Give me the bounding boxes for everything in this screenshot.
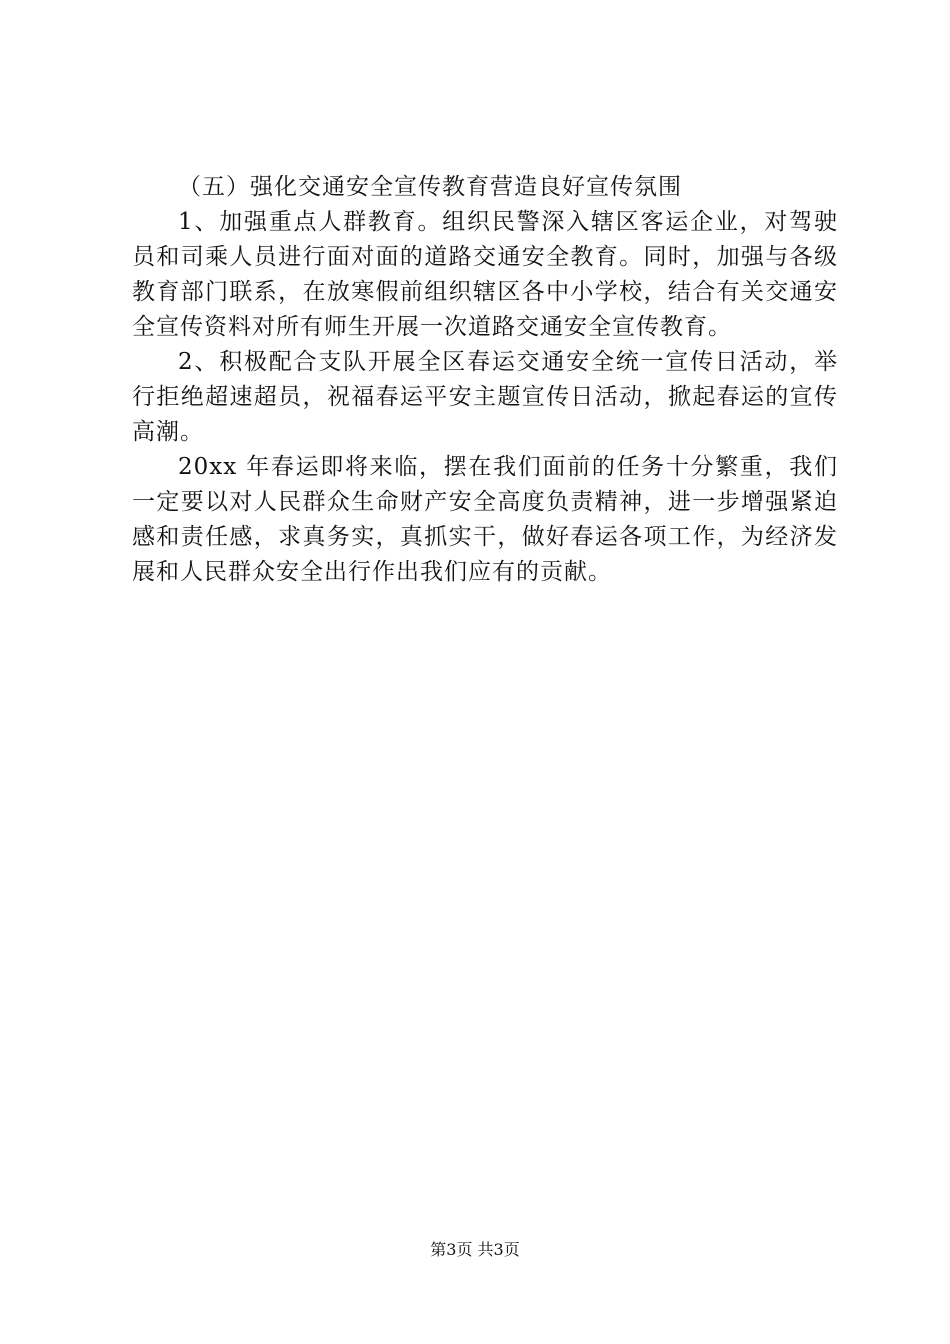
paragraph-publicity-day: 2、积极配合支队开展全区春运交通安全统一宣传日活动，举行拒绝超速超员，祝福春运平安主题宣传日活动，掀起春运的宣传高潮。: [132, 349, 838, 445]
page-number-footer: 第3页 共3页: [430, 1240, 520, 1259]
document-body: [132, 170, 838, 590]
section-heading: （五）强化交通安全宣传教育营造良好宣传氛围: [178, 174, 682, 200]
paragraph-key-group-education: 1、加强重点人群教育。组织民警深入辖区客运企业，对驾驶员和司乘人员进行面对面的道路交通安全教育。同时，加强与各级教育部门联系，在放寒假前组织辖区各中小学校，结合有关交通安全宣传资料对所有师生开展一次道路交通安全宣传教育。: [132, 209, 838, 340]
paragraph-conclusion: 20xx 年春运即将来临，摆在我们面前的任务十分繁重，我们一定要以对人民群众生命财产安全高度负责精神，进一步增强紧迫感和责任感，求真务实，真抓实干，做好春运各项工作，为经济发展和人民群众安全出行作出我们应有的贡献。: [132, 454, 838, 585]
